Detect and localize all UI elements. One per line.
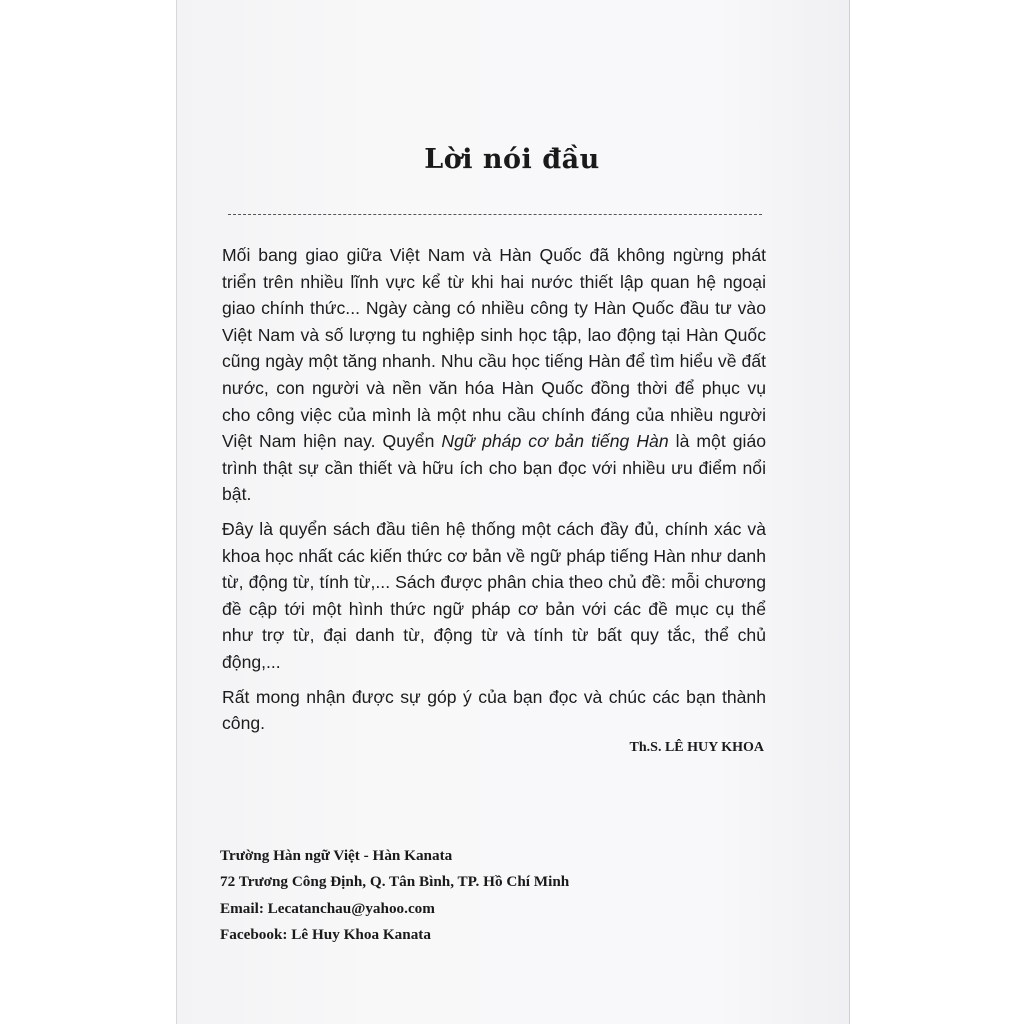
title-divider (228, 214, 762, 215)
book-title: Ngữ pháp cơ bản tiếng Hàn (441, 431, 669, 452)
contact-facebook: Facebook: Lê Huy Khoa Kanata (220, 926, 431, 944)
paragraph-1-text-end: là một giáo trình thật sự cần thiết và hữu ích cho bạn đọc với nhiều ưu điểm nổi bật. (222, 431, 767, 505)
paragraph-1-text: Mối bang giao giữa Việt Nam và Hàn Quốc đã không ngừng phát triển trên nhiều lĩnh vực kể từ khi hai nước thiết lập quan hệ ngoại giao chính thức... Ngày càng có nhiều công ty Hàn Quốc đầu tư vào Việt Nam và số lượng tu nghiệp sinh học tập, lao động tại Hàn Quốc cũng ngày một tăng nhanh. Nhu cầu học tiếng Hàn để tìm hiểu về đất nước, con người và nền văn hóa Hàn Quốc đồng thời để phục vụ cho công việc của mình là một nhu cầu chính đáng của nhiều người Việt Nam hiện nay. Quyển (222, 245, 766, 452)
author-signature: Th.S. LÊ HUY KHOA (629, 740, 764, 755)
paragraph-1 (222, 242, 766, 508)
preface-body (222, 242, 766, 745)
page-title: Lời nói đầu (424, 144, 600, 175)
school-name: Trường Hàn ngữ Việt - Hàn Kanata (220, 847, 453, 864)
paragraph-2: Đây là quyển sách đầu tiên hệ thống một cách đầy đủ, chính xác và khoa học nhất các kiến thức cơ bản về ngữ pháp tiếng Hàn như danh từ, động từ, tính từ,... Sách được phân chia theo chủ đề: mỗi chương đề cập tới một hình thức ngữ pháp cơ bản với các đề mục cụ thể như trợ từ, đại danh từ, động từ và tính từ bất quy tắc, thể chủ động,... (222, 518, 766, 672)
contact-block (220, 843, 569, 949)
school-address: 72 Trương Công Định, Q. Tân Bình, TP. Hồ Chí Minh (220, 873, 570, 891)
contact-email: Email: Lecatanchau@yahoo.com (220, 899, 435, 917)
paragraph-3: Rất mong nhận được sự góp ý của bạn đọc và chúc các bạn thành công. (222, 686, 766, 734)
